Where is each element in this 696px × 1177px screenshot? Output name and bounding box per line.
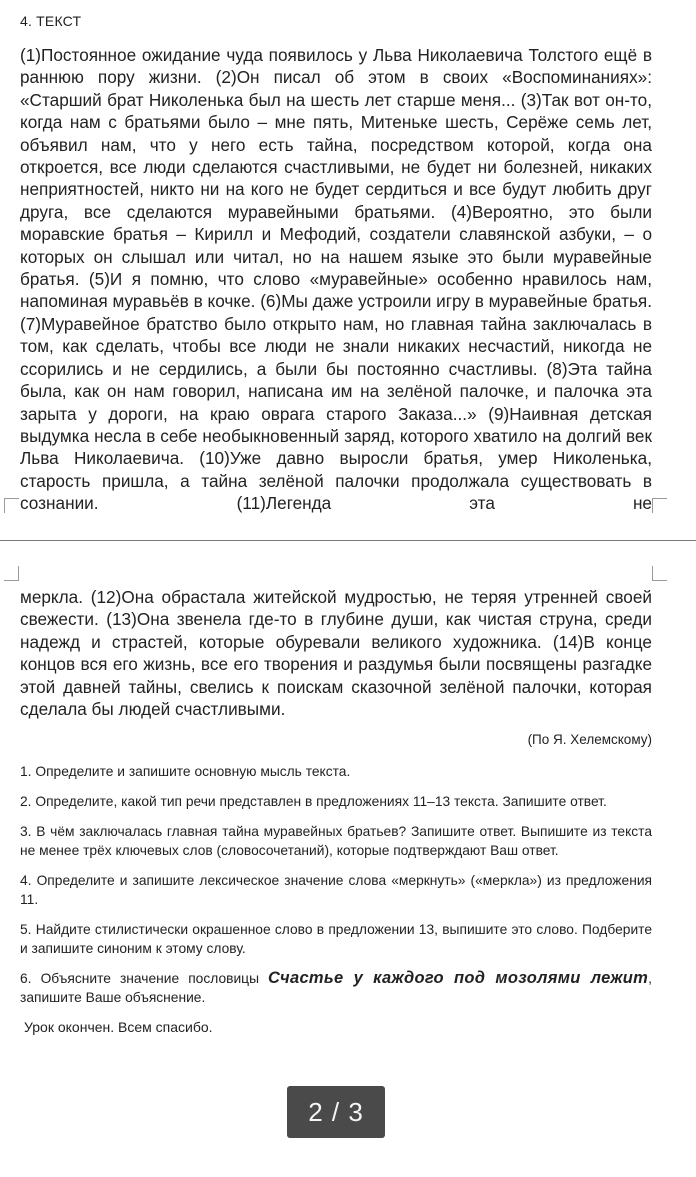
- text-heading: 4. ТЕКСТ: [20, 13, 82, 29]
- document-page-1: [0, 0, 696, 540]
- page-corner-mark-bottom-left: [4, 498, 19, 513]
- page-break-divider: [0, 540, 696, 544]
- question-item-5: 5. Найдите стилистически окрашенное слово в предложении 13, выпишите это слово. Подберите и запишите синоним к этому слову.: [20, 922, 652, 956]
- page-indicator: 2 / 3: [287, 1086, 385, 1138]
- page-corner-mark-top-left: [4, 566, 19, 581]
- question-item-6: [20, 969, 652, 1007]
- questions-list: [20, 762, 652, 1037]
- page-corner-mark-bottom-right: [652, 498, 667, 513]
- page-corner-mark-top-right: [652, 566, 667, 581]
- question-item-4: 4. Определите и запишите лексическое значение слова «меркнуть» («меркла») из предложения 11.: [20, 873, 652, 907]
- question-item-3: 3. В чём заключалась главная тайна муравейных братьев? Запишите ответ. Выпишите из текста не менее трёх ключевых слов (словосочетаний), которые подтверждают Ваш ответ.: [20, 824, 652, 858]
- question-item-1: 1. Определите и запишите основную мысль текста.: [20, 764, 351, 779]
- text-source: (По Я. Хелемскому): [527, 732, 652, 747]
- text-paragraph-part-2: меркла. (12)Она обрастала житейской мудростью, не теряя утренней своей свежести. (13)Она звенела где-то в глубине души, как чистая струна, среди надежд и страстей, которые обуревали великого художника. (14)В конце концов вся его жизнь, все его творения и раздумья были посвящены разгадке этой давней тайны, свелись к поискам сказочной зелёной палочки, которая сделала бы людей счастливыми.: [20, 587, 652, 720]
- proverb-text: Счастье у каждого под мозолями лежит: [268, 969, 649, 987]
- question-6-prefix: 6. Объясните значение пословицы: [20, 971, 269, 986]
- text-paragraph-part-1: (1)Постоянное ожидание чуда появилось у Льва Николаевича Толстого ещё в раннюю пору жизни. (2)Он писал об этом в своих «Воспоминаниях»: «Старший брат Николенька был на шесть лет старше меня... (3)Так вот он-то, когда нам с братьями было – мне пять, Митеньке шесть, Серёже семь лет, объявил нам, что у него есть тайна, посредством которой, когда она откроется, все люди сделаются счастливыми, не будет ни болезней, никаких неприятностей, никто ни на кого не будет сердиться и все будут любить друг друга, все сделаются муравейными братьями. (4)Вероятно, это были моравские братья – Кирилл и Мефодий, создатели славянской азбуки, – о которых он слышал или читал, но на нашем языке это были муравейные братья. (5)И я помню, что слово «муравейные» особенно нравилось нам, напоминая муравьёв в кочке. (6)Мы даже устроили игру в муравейные братья. (7)Муравейное братство было открыто нам, но главная тайна заключалась в том, как сделать, чтобы все люди не знали никаких несчастий, никогда не ссорились и не сердились, а были бы постоянно счастливы. (8)Эта тайна была, как он нам говорил, написана им на зелёной палочке, и палочка эта зарыта у дороги, на краю оврага старого Заказа...» (9)Наивная детская выдумка несла в себе необыкновенный заряд, которого хватило на долгий век Льва Николаевича. (10)Уже давно выросли братья, умер Николенька, старость пришла, а тайна зелёной палочки продолжала существовать в сознании. (11)Легенда эта не: [20, 45, 652, 514]
- closing-text: Урок окончен. Всем спасибо.: [24, 1019, 213, 1035]
- question-6-suffix: , запишите Ваше объяснение.: [20, 971, 652, 1005]
- question-item-2: 2. Определите, какой тип речи представлен в предложениях 11–13 текста. Запишите ответ.: [20, 794, 607, 809]
